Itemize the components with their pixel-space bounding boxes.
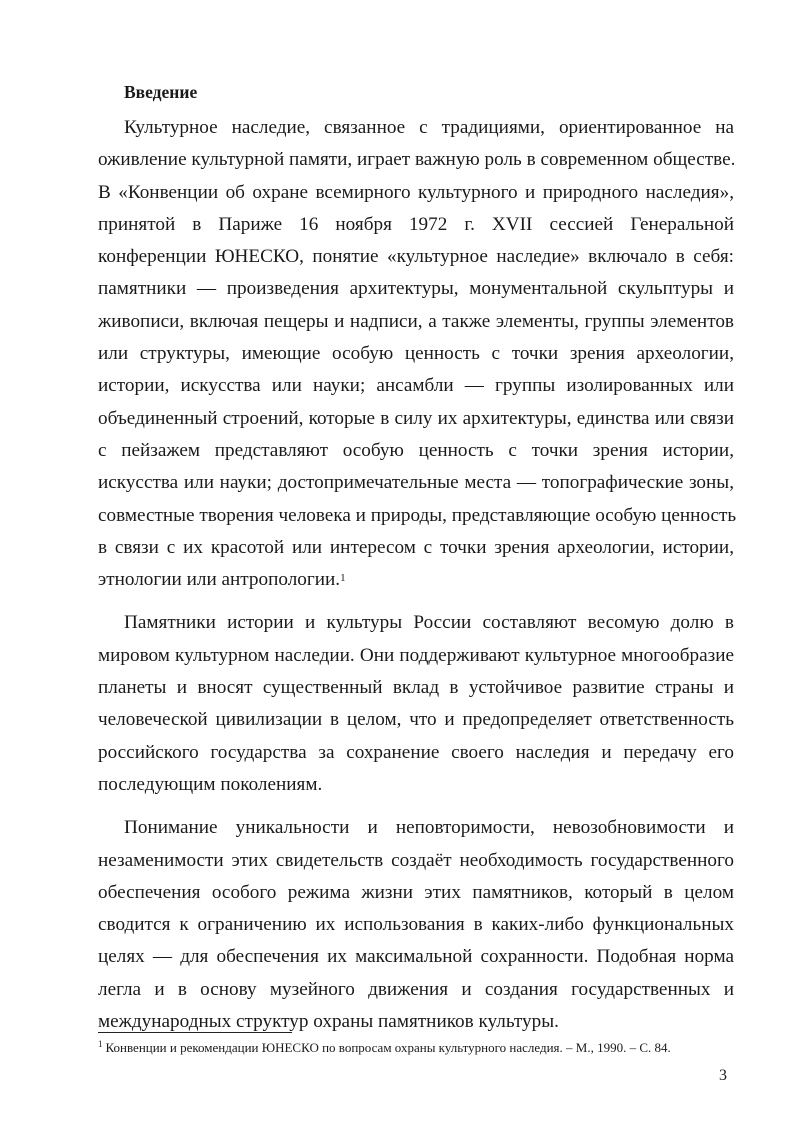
text-line: человеческой цивилизации в целом, что и предопределяет ответственность [98,709,734,731]
footnote-reference[interactable]: 1 [340,572,346,585]
text-line: конференции ЮНЕСКО, понятие «культурное наследие» включало в себя: [98,246,734,268]
text-line: в связи с их красотой или интересом с точки зрения археологии, истории, [98,536,734,558]
text-line: сводится к ограничению их использования в каких-либо функциональных [98,914,734,936]
text-line: российского государства за сохранение своего наследия и передачу его [98,741,734,763]
text-line: легла и в основу музейного движения и создания государственных и [98,978,734,1000]
text-line: мировом культурном наследии. Они поддерживают культурное многообразие [98,644,734,666]
text-line: искусства или науки; достопримечательные места — топографические зоны, [98,472,734,494]
text-line: объединенный строений, которые в силу их архитектуры, единства или связи [98,407,734,429]
paragraph-2 [98,607,734,801]
main-text [98,112,737,1038]
text-line: или структуры, имеющие особую ценность с точки зрения археологии, [98,343,734,365]
text-line-last [98,564,734,596]
footnote-marker: 1 [98,1039,103,1049]
section-heading: Введение [124,82,198,102]
text-line: этнологии или антропологии. [98,569,341,591]
text-line: живописи, включая пещеры и надписи, а также элементы, группы элементов [98,310,734,332]
text-line: истории, искусства или науки; ансамбли — группы изолированных или [98,375,734,397]
text-line: Памятники истории и культуры России составляют весомую долю в [124,612,734,634]
footnote-text: Конвенции и рекомендации ЮНЕСКО по вопросам охраны культурного наследия. – М., 1990. – С. 84. [105,1040,671,1055]
text-line: с пейзажем представляют особую ценность с точки зрения истории, [98,439,734,461]
text-line: целях — для обеспечения их максимальной сохранности. Подобная норма [98,946,734,968]
paragraph-1 [98,112,737,596]
text-line: Культурное наследие, связанное с традициями, ориентированное на [124,117,734,138]
text-line: В «Конвенции об охране всемирного культурного и природного наследия», [98,181,734,203]
text-line: памятники — произведения архитектуры, монументальной скульптуры и [98,278,734,300]
text-line: последующим поколениям. [98,773,323,795]
paragraph-3 [98,812,734,1038]
text-line: принятой в Париже 16 ноября 1972 г. XVII сессией Генеральной [98,213,734,235]
footnote-divider [98,1032,292,1033]
text-line: международных структур охраны памятников культуры. [98,1011,559,1033]
footnote [98,1040,671,1056]
text-line: Понимание уникальности и неповторимости, невозобновимости и [124,817,734,839]
text-line: незаменимости этих свидетельств создаёт необходимость государственного [98,849,734,871]
page-number: 3 [719,1067,727,1084]
text-line: обеспечения особого режима жизни этих памятников, который в целом [98,881,734,903]
text-line: совместные творения человека и природы, представляющие особую ценность [98,504,737,526]
text-line: оживление культурной памяти, играет важную роль в современном обществе. [98,149,736,171]
text-line: планеты и вносят существенный вклад в устойчивое развитие страны и [98,677,734,699]
